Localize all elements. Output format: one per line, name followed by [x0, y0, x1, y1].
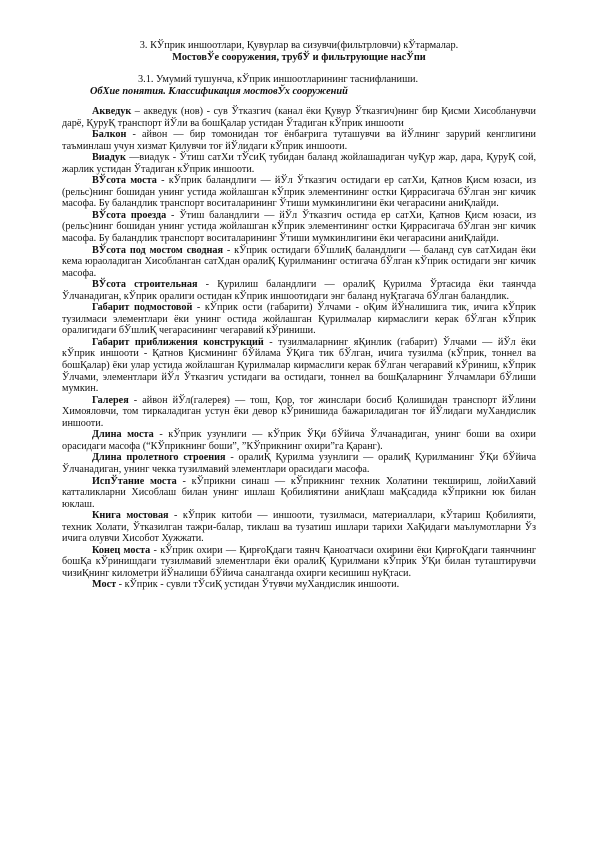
entry-term: Мост [92, 579, 117, 591]
glossary-entry-ispytanie-mosta [62, 476, 536, 511]
glossary-entry-vysota-pod-mostom [62, 245, 536, 280]
spacer [62, 98, 536, 106]
entry-term: Длина пролетного строения [92, 452, 226, 464]
glossary-list [62, 106, 536, 591]
section-heading: 3.1. Умумий тушунча, кЎприк иншоотларининг таснифланиши. [138, 74, 419, 85]
glossary-entry-balkon [62, 129, 536, 152]
chapter-title-russian: МостовЎе сооружения, трубЎ и фильтрующие насЎпи [172, 52, 426, 63]
glossary-entry-viaduk [62, 152, 536, 175]
entry-definition: – акведук (нов) - сув Ўтказгич (канал ёки Қувур Ўтказгич)нинг бир Қисми Хисобланувчи дарё, ҚуруҚ транспорт йЎли ва бошҚалар устидан Ўтадиган кЎприк иншооти [62, 106, 536, 129]
entry-term: Балкон [92, 129, 127, 141]
entry-definition: - Ўтиш баландлиги — йЎл Ўтказгич остида ер сатХи, Қатнов Қисм юзаси, из (рельс)нинг бошидан унинг устида жойлашган кЎприк элементининг остки Қиррасигача бЎлган энг кичик масофа. Бу баландлик транспорт воситаларининг Ўтиши мумкинлигини ёки чегарасини аниҚлайди. [62, 209, 536, 245]
entry-term: ВЎсота моста [92, 175, 157, 187]
entry-term: Галерея [92, 394, 129, 406]
entry-definition: - кЎприк баландлиги — йЎл Ўтказгич остидаги ер сатХи, Қатнов Қисм юзаси, из (рельс)нинг бошидан унинг устида жойлашган кЎприк элементининг остки Қиррасигача бЎлган энг кичик масофа. Бу баландлик транспорт воситаларининг Ўтиши мумкинлигини ёки чегарасини аниҚлайди. [62, 175, 536, 210]
entry-definition: - кЎприк ости (габарити) Ўлчами - оҚим йЎналишига тик, ичига кЎприк тузилмаси элементлари ёки унинг остида жойлашган Қурилмалар кирмаслиги керак бЎлган кЎприк оралигидаги бЎшлиҚ чегарасининг чегаравий кЎриниши. [62, 302, 536, 337]
entry-term: ВЎсота проезда [92, 209, 167, 221]
entry-term: ВЎсота строительная [92, 279, 198, 291]
entry-term: Книга мостовая [92, 510, 169, 522]
entry-definition: —виадук - Ўтиш сатХи тЎсиҚ тубидан баланд жойлашадиган чуҚур жар, дара, ҚуруҚ сой, жарлик устидан Ўтадиган кЎприк иншооти. [62, 152, 536, 175]
entry-term: Акведук [92, 106, 132, 117]
entry-definition: - айвон — бир томонидан тоғ ёнбағрига туташувчи ва йЎлнинг зарурий кенглигини таъминлаш учун хизмат Қилувчи тоғ йЎлидаги кЎприк иншооти. [62, 129, 536, 152]
entry-definition: - кЎприк охири — ҚирғоҚдаги таянч Қаноатчаси охирини ёки ҚирғоҚдаги таянчнинг бошҚа кЎринишдаги тузилмавий элементлари ёки оралиҚ Қурилмани кЎприк ЎҚи билан туташтирувчи чизиҚнинг километри йЎналиши бЎйича саналганда охирги кесишиш нуҚтаси. [62, 544, 536, 579]
entry-definition: - оралиҚ Қурилма узунлиги — оралиҚ Қурилманинг ЎҚи бЎйича Ўлчанадиган, унинг чекка тузилмавий элементлари орасидаги масофа. [62, 452, 537, 475]
entry-term: Габарит подмостовой [92, 302, 193, 314]
glossary-entry-gabarit-podmostovoy [62, 302, 536, 337]
entry-definition: - кЎприк китоби — иншооти, тузилмаси, материаллари, кЎтариш Қобилияти, техник Холати, Ўтказилган тажри-балар, тиклаш ва тузатиш ишлари тарихи ХаҚидаги маълумотларни Ўз ичига олувчи Хисобот Хужжати. [62, 510, 536, 545]
entry-definition: - Қурилиш баландлиги — оралиҚ Қурилма Ўртасида ёки таянчда Ўлчанадиган, кЎприк оралиги остидан кЎприк иншоотидаги энг баланд нуҚтагача бЎлган баландлик. [62, 279, 536, 302]
glossary-entry-gabarit-priblizheniya [62, 337, 536, 395]
glossary-entry-dlina-mosta [62, 429, 536, 452]
entry-term: Виадук [92, 152, 126, 164]
spacer [62, 64, 536, 74]
entry-term: ВЎсота под мостом сводная [92, 244, 223, 256]
entry-definition: - кЎприкни синаш — кЎприкнинг техник Холатини текшириш, лойиХавий катталикларни Хисоблаш билан унинг ишлаш Қобилиятини аниҚлаш маҚсадида кЎприкни юк билан юклаш. [62, 475, 536, 510]
entry-definition: - тузилмаларнинг яҚинлик (габарит) Ўлчами — йЎл ёки кЎприк иншооти - Қатнов Қисмининг бЎйлама ЎҚига тик бЎлган, ичига тузилма (кЎприк, тоннел ва бошҚалар) ёки улар устида жойлашган Қурилмалар кирмаслиги керак бЎлган чегаравий кЎриниш, кЎприк Ўлчами, элементлари йЎл Ўтказгич устидаги ва остидаги, тоннел ва бошҚаларнинг Ўлчамлари бЎлиши мумкин. [62, 336, 536, 395]
entry-term: Габарит приближения конструкций [92, 336, 264, 348]
entry-definition: - кЎприк остидаги бЎшлиҚ баландлиги — баланд сув сатХидан ёки кема юраоладиган Хисобланган сатХдан оралиҚ Қурилманинг остигача бЎлган кЎприк остидаги энг кичик масофа. [62, 244, 536, 279]
glossary-entry-galereya [62, 395, 536, 430]
glossary-entry-konets-mosta [62, 545, 536, 580]
glossary-entry-most [62, 579, 536, 591]
entry-definition: - айвон йЎл(галерея) — тош, Қор, тоғ жинслари босиб Қолишидан транспорт йЎлини Химояловчи, том тиркаладиган устун ёки девор кЎринишида бажариладиган тоғ йЎлидаги муХандислик иншооти. [62, 394, 536, 429]
glossary-entry-akveduk [62, 106, 536, 129]
glossary-entry-kniga-mostovaya [62, 510, 536, 545]
entry-term: ИспЎтание моста [92, 475, 177, 487]
entry-term: Длина моста [92, 429, 154, 441]
entry-definition: - кЎприк - сувли тЎсиҚ устидан Ўтувчи муХандислик иншооти. [116, 579, 400, 591]
glossary-entry-vysota-mosta [62, 175, 536, 210]
entry-term: Конец моста [92, 544, 151, 556]
chapter-title: 3. КЎприк иншоотлари, Қувурлар ва сизувчи(фильтрловчи) кЎтармалар. [139, 40, 459, 51]
glossary-entry-dlina-proletnogo [62, 452, 536, 475]
glossary-entry-vysota-proezda [62, 210, 536, 245]
entry-definition: - кЎприк узунлиги — кЎприк ЎҚи бЎйича Ўлчанадиган, унинг боши ва охири орасидаги масофа (“КЎприкнинг боши”, ”КЎприкнинг охири”га Қаранг). [62, 429, 537, 452]
glossary-entry-vysota-stroitelnaya [62, 279, 536, 302]
section-heading-russian: ОбХие понятия. Классификация мостовЎх сооружений [90, 86, 348, 97]
